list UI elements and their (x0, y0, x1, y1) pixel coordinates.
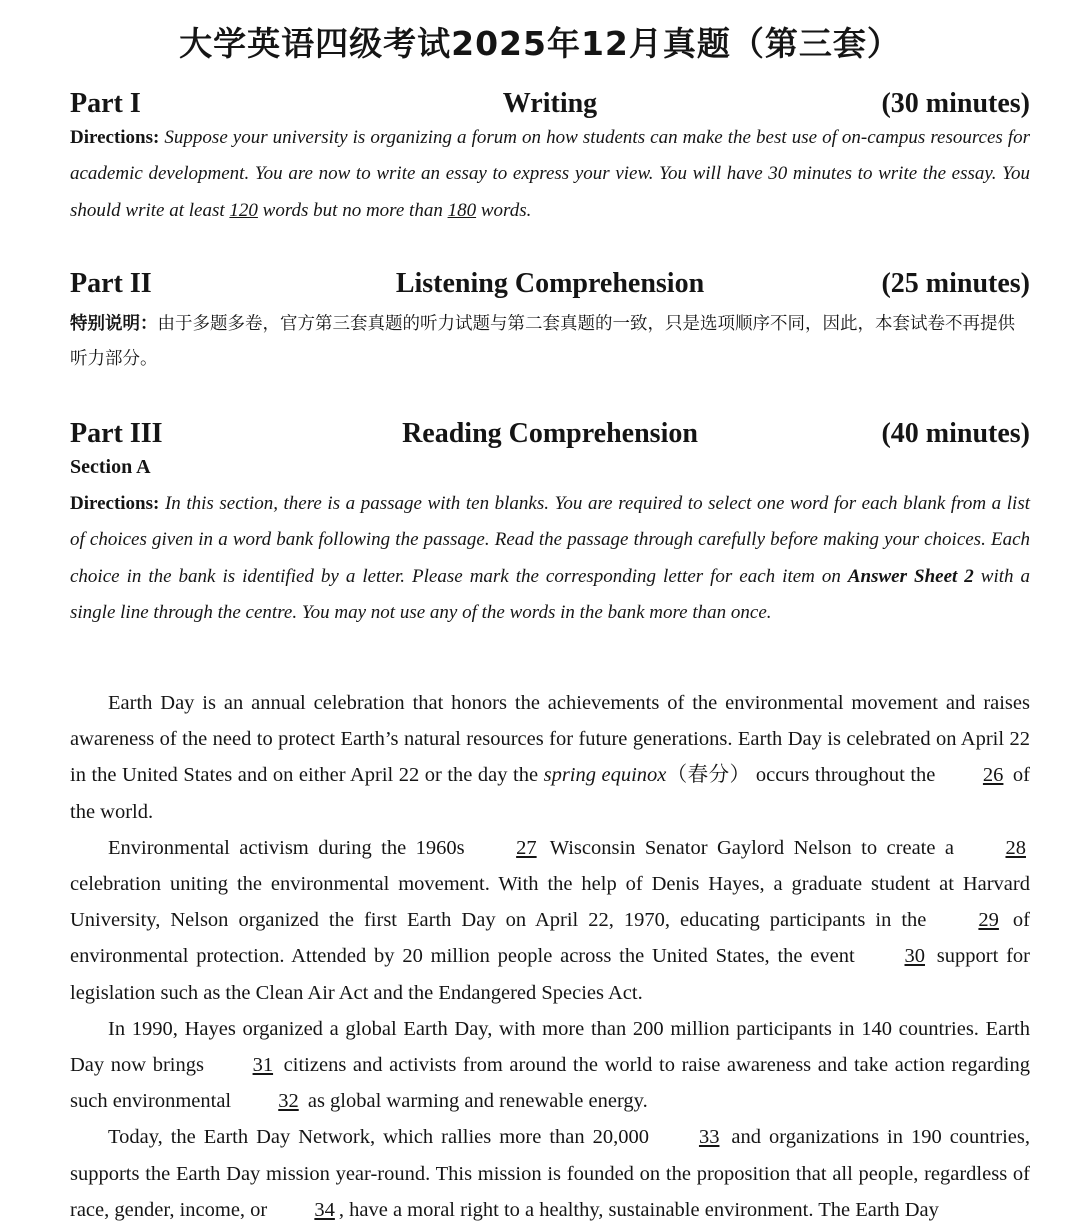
blank-33: 33 (698, 1126, 720, 1149)
passage-text: In 1990, Hayes organized a global Earth Day, with more than 200 million participants in 140 countries. Earth Day now brings (70, 1017, 1030, 1077)
passage-paragraph-1 (70, 685, 1030, 830)
part-1-name: Part I (70, 88, 141, 119)
blank-27: 27 (516, 836, 537, 859)
blank-26: 26 (982, 764, 1004, 787)
directions-text: Suppose your university is organizing a forum on how students can make the best use of on-campus resources for academic development. You are now to write an essay to express your view. You will have 30 minutes to write the essay. You should write at least (70, 127, 1031, 221)
passage-text: and organizations in 190 countries, supports the Earth Day mission year-round. This mission is founded on the proposition that all people, regardless of race, gender, income, or (70, 1126, 1030, 1221)
passage-text: celebration uniting the environmental movement. With the help of Denis Hayes, a graduate student at Harvard University, Nelson organized the first Earth Day on April 22, 1970, educating participants in the (70, 873, 1030, 932)
reading-passage (70, 685, 1030, 1228)
term-spring-equinox: spring equinox (543, 764, 667, 787)
part-2-title: Listening Comprehension (395, 268, 705, 299)
directions-text-2: words but no more than (257, 199, 448, 221)
directions-text-3: words. (476, 199, 532, 221)
part-3-header (70, 418, 1030, 454)
directions-label: Directions: (70, 493, 160, 514)
part-3-name: Part III (70, 418, 163, 449)
part-2-note (70, 307, 1030, 377)
passage-text: of environmental protection. Attended by 20 million people across the United States, the event (70, 909, 1030, 968)
blank-29: 29 (978, 909, 999, 932)
min-words: 120 (229, 199, 258, 221)
passage-text: Environmental activism during the 1960s (108, 836, 475, 859)
blank-28: 28 (1005, 836, 1026, 859)
passage-text: occurs throughout the (750, 764, 941, 787)
passage-paragraph-3 (70, 1011, 1030, 1120)
passage-text: citizens and activists from around the world to raise awareness and take action regarding such environmental (70, 1054, 1030, 1113)
directions-label: Directions: (70, 127, 160, 148)
passage-text: as global warming and renewable energy. (302, 1090, 648, 1113)
term-chinese: （春分） (666, 764, 751, 787)
part-3-directions (70, 486, 1030, 631)
section-a-heading: Section A (70, 456, 151, 478)
passage-paragraph-4 (70, 1119, 1030, 1228)
part-3-time: (40 minutes) (881, 418, 1030, 449)
part-1-directions (70, 120, 1030, 229)
page-title: 大学英语四级考试2025年12月真题（第三套） (179, 24, 901, 63)
part-2-time: (25 minutes) (881, 268, 1030, 299)
passage-text: Wisconsin Senator Gaylord Nelson to create a (540, 836, 964, 859)
passage-text: Today, the Earth Day Network, which rallies more than 20,000 (108, 1126, 657, 1149)
passage-text: Earth Day is an annual celebration that honors the achievements of the environmental movement and raises awareness of the need to protect Earth’s natural resources for future generations. Earth Day is celebrated on April 22 in the United States and on either April 22 or the day the (70, 692, 1030, 787)
directions-text-2: with a single line through the centre. You may not use any of the words in the bank more than once. (70, 565, 1030, 623)
passage-text: , have a moral right to a healthy, sustainable environment. The Earth Day (338, 1198, 939, 1221)
part-1-time: (30 minutes) (881, 88, 1030, 119)
note-text: 由于多题多卷，官方第三套真题的听力试题与第二套真题的一致，只是选项顺序不同，因此，本套试卷不再提供听力部分。 (70, 314, 1015, 369)
note-label: 特别说明： (70, 314, 158, 334)
max-words: 180 (447, 199, 477, 221)
part-2-header (70, 268, 1030, 304)
passage-text: of the world. (70, 764, 1031, 823)
directions-text: In this section, there is a passage with ten blanks. You are required to select one word for each blank from a list of choices given in a word bank following the passage. Read the passage through carefully before making your choices. Each choice in the bank is identified by a letter. Please mark the corresponding letter for each item on (70, 493, 1030, 587)
blank-34: 34 (314, 1198, 335, 1221)
blank-30: 30 (904, 945, 925, 968)
part-2-name: Part II (70, 268, 152, 299)
passage-paragraph-2 (70, 830, 1030, 1011)
answer-sheet-ref: Answer Sheet 2 (847, 565, 974, 587)
passage-text: support for legislation such as the Clean Air Act and the Endangered Species Act. (70, 945, 1030, 1004)
part-3-title: Reading Comprehension (402, 418, 698, 449)
blank-31: 31 (252, 1054, 274, 1077)
part-1-title: Writing (502, 88, 598, 119)
part-1-header (70, 88, 1030, 124)
blank-32: 32 (278, 1090, 299, 1113)
